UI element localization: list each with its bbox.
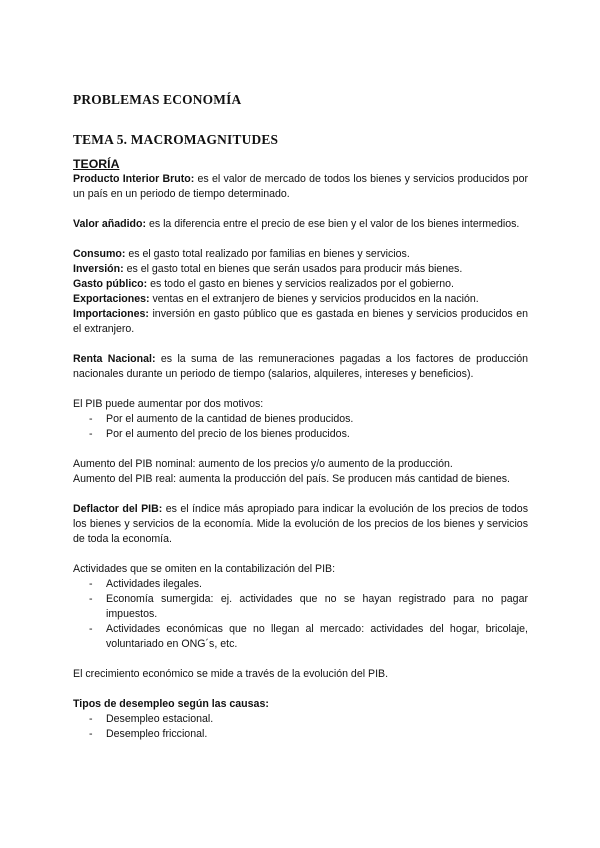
inversion-term: Inversión: xyxy=(73,263,124,275)
valor-anadido-term: Valor añadido: xyxy=(73,218,146,230)
pib-text: es el valor de mercado de todos los bienes y servicios producidos por un país en un periodo de tiempo determinado. xyxy=(73,173,528,200)
consumo-term: Consumo: xyxy=(73,248,126,260)
section-title: TEORÍA xyxy=(73,157,120,171)
gasto-publico-definition xyxy=(73,277,528,292)
deflactor-definition xyxy=(73,502,528,547)
desempleo-block xyxy=(73,697,528,742)
desempleo-title xyxy=(73,697,528,712)
gasto-publico-text: es todo el gasto en bienes y servicios realizados por el gobierno. xyxy=(147,278,454,290)
deflactor-term: Deflactor del PIB: xyxy=(73,503,163,515)
valor-anadido-text: es la diferencia entre el precio de ese bien y el valor de los bienes intermedios. xyxy=(146,218,520,230)
renta-nacional-term: Renta Nacional: xyxy=(73,353,156,365)
components-block xyxy=(73,247,528,337)
pib-term: Producto Interior Bruto: xyxy=(73,173,195,185)
topic-title: TEMA 5. MACROMAGNITUDES xyxy=(73,132,279,147)
document-title: PROBLEMAS ECONOMÍA xyxy=(73,92,242,107)
valor-anadido-definition xyxy=(73,217,528,232)
pib-nominal-text: Aumento del PIB nominal: aumento de los precios y/o aumento de la producción. xyxy=(73,458,453,470)
exportaciones-text: ventas en el extranjero de bienes y servicios producidos en la nación. xyxy=(149,293,479,305)
renta-nacional-text: es la suma de las remuneraciones pagadas a los factores de producción nacionales durante un periodo de tiempo (salarios, alquileres, intereses y beneficios). xyxy=(73,353,528,380)
omitidas-intro: Actividades que se omiten en la contabilización del PIB: xyxy=(73,563,336,575)
importaciones-definition xyxy=(73,307,528,337)
importaciones-text: inversión en gasto público que es gastada en bienes y servicios producidos en el extranjero. xyxy=(73,308,528,335)
deflactor-text: es el índice más apropiado para indicar la evolución de los precios de todos los bienes y servicios de la economía. Mide la evolución de los precios de los bienes y servicios de toda la economía. xyxy=(73,503,528,545)
pib-motivos-intro: El PIB puede aumentar por dos motivos: xyxy=(73,398,264,410)
list-item: - Desempleo friccional. xyxy=(106,727,528,742)
desempleo-list xyxy=(73,712,528,742)
importaciones-term: Importaciones: xyxy=(73,308,149,320)
pib-motivos-list xyxy=(73,412,528,442)
list-item: - Desempleo estacional. xyxy=(106,712,528,727)
omitidas-list xyxy=(73,577,528,652)
exportaciones-term: Exportaciones: xyxy=(73,293,150,305)
pib-real-text: Aumento del PIB real: aumenta la producción del país. Se producen más cantidad de bienes. xyxy=(73,473,510,485)
crecimiento-text: El crecimiento económico se mide a través de la evolución del PIB. xyxy=(73,668,389,680)
exportaciones-definition xyxy=(73,292,528,307)
list-item: - Actividades económicas que no llegan al mercado: actividades del hogar, bricolaje, voluntariado en ONG´s, etc. xyxy=(106,622,528,652)
renta-nacional-definition xyxy=(73,352,528,382)
list-item: - Economía sumergida: ej. actividades que no se hayan registrado para no pagar impuestos. xyxy=(106,592,528,622)
consumo-text: es el gasto total realizado por familias en bienes y servicios. xyxy=(125,248,410,260)
inversion-definition xyxy=(73,262,528,277)
pib-nominal-real-block xyxy=(73,457,528,487)
pib-definition xyxy=(73,172,528,202)
consumo-definition xyxy=(73,247,528,262)
inversion-text: es el gasto total en bienes que serán usados para producir más bienes. xyxy=(123,263,463,275)
omitidas-block xyxy=(73,562,528,652)
list-item: - Por el aumento de la cantidad de bienes producidos. xyxy=(106,412,528,427)
list-item: - Actividades ilegales. xyxy=(106,577,528,592)
gasto-publico-term: Gasto público: xyxy=(73,278,148,290)
list-item: - Por el aumento del precio de los bienes producidos. xyxy=(106,427,528,442)
pib-motivos-block xyxy=(73,397,528,442)
document-content xyxy=(73,92,528,742)
desempleo-title-text: Tipos de desempleo según las causas: xyxy=(73,698,269,710)
